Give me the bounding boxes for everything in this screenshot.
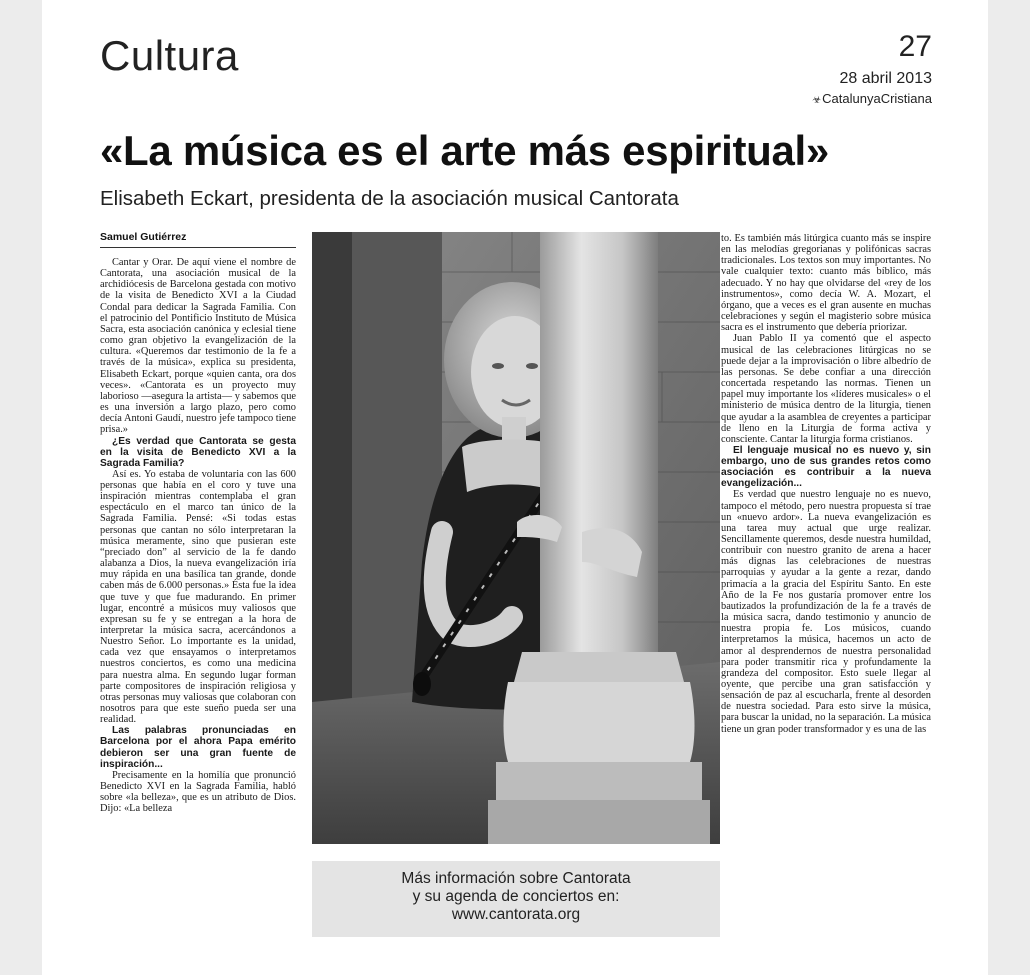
info-line-1: Más información sobre Cantorata [401, 870, 631, 887]
text-column-right [721, 233, 931, 735]
publication-label: CatalunyaCristiana [822, 91, 932, 106]
article-paragraph: Así es. Yo estaba de voluntaria con las 600 personas que había en el coro y tuve una inspiración mientras contemplaba el gran espectáculo en el marco tan único de la Sagrada Familia. Pensé: «Si todas estas personas que cantan no sólo interpretaran la música meramente, sino que pusieran este “preciado don” al servicio de la fe dando alabanza a Dios, la nueva evangelización iría muy rápida en una basílica tan grande, donde caben más de 6.000 personas.» Ésta fue la idea que tuve y que fue madurando. En primer lugar, encontré a músicos muy valiosos que expresan su fe y se entregan a la hora de interpretar la música sacra, acercándonos a Nuestro Señor. Lo importante es la unidad, cada vez que ensayamos o interpretamos nuestros conciertos, es como una medicina para nuestra alma. En segundo lugar forman parte compositores de inspiración religiosa y otras personas muy valiosas que colaboran con nosotros para que este sueño pueda ser una realidad. [100, 468, 296, 726]
info-line-2: y su agenda de conciertos en: [412, 888, 620, 905]
article-paragraph: Juan Pablo II ya comentó que el aspecto musical de las celebraciones litúrgicas no se puede dejar a la improvisación o libre albedrío de las personas. Se debe confiar a una dirección concertada respetando las normas. Tienen un papel muy importante los «líderes musicales» o el ministerio de música dentro de la liturgia, tienen que ayudar a la asamblea de creyentes a participar de lleno en la Liturgia de forma activa y consciente. Cantar la liturgia forma cristianos. [721, 333, 931, 445]
article-paragraph: to. Es también más litúrgica cuanto más se inspire en las melodías gregorianas y polifónicas sacras tradicionales. Los textos son muy importantes. No vale cualquier texto: cuanto más bíblico, más adecuado. Y no hay que olvidarse del «rey de los instrumentos», como decía W. A. Mozart, el órgano, que a veces es el gran ausente en muchas celebraciones y según el magisterio sobre música sacra es el instrumento que debería priorizar. [721, 233, 931, 334]
text-column-left [100, 257, 296, 814]
article-paragraph: Es verdad que nuestro lenguaje no es nuevo, tampoco el método, pero nuestra propuesta sí trae un «nuevo ardor». La nueva evangelización es una tarea muy actual que urge realizar. Sencillamente queremos, desde nuestra humildad, contribuir con nuestro granito de arena a hacer más dignas las celebraciones de nuestras parroquias y ayudar a la gente a rezar, dando primacía a la gracia del Espíritu Santo. En este Año de la Fe nos gustaría promover entre los bautizados la profundización de la fe a través de la música sacra, dando testimonio y anuncio de nuestra propia fe. Los músicos, cuando interpretamos la música, hacemos un acto de amor al desprendernos de nuestra personalidad para poder transmitir rica y profundamente la grandeza del compositor. Esto suele llegar al oyente, que percibe una gran satisfacción y sensación de paz al escucharla, frente al desorden de nuestra sociedad. Para esto sirve la música, para buscar la unidad, no la separación. La música tiene un gran poder transformador y es una de las [721, 489, 931, 735]
cantorata-website-link[interactable]: www.cantorata.org [451, 906, 581, 923]
oboist-photo-illustration [312, 232, 720, 844]
article-subheadline: Elisabeth Eckart, presidenta de la asociación musical Cantorata [100, 187, 679, 210]
interview-question: ¿Es verdad que Cantorata se gesta en la visita de Benedicto XVI a la Sagrada Familia? [100, 435, 296, 469]
newspaper-page [42, 0, 988, 975]
interview-question: Las palabras pronunciadas en Barcelona por el ahora Papa emérito debieron ser una gran fuente de inspiración... [100, 725, 296, 770]
issue-date: 28 abril 2013 [839, 70, 932, 87]
article-headline: «La música es el arte más espiritual» [100, 127, 829, 174]
section-title: Cultura [100, 32, 239, 79]
publication-name [812, 91, 932, 106]
article-paragraph: Precisamente en la homilía que pronunció Benedicto XVI en la Sagrada Familia, habló sobre «la belleza», que es un atributo de Dios. Dijo: «La belleza [100, 769, 296, 815]
info-box [312, 861, 720, 937]
portrait-photo [312, 232, 720, 844]
publication-logo-icon: ☣ [812, 95, 822, 106]
interview-question: El lenguaje musical no es nuevo y, sin embargo, uno de sus grandes retos como asociación es contribuir a la nueva evangelización... [721, 444, 931, 490]
byline: Samuel Gutiérrez [100, 231, 296, 248]
page-number: 27 [898, 30, 932, 63]
article-paragraph: Cantar y Orar. De aquí viene el nombre de Cantorata, una asociación musical de la archidiócesis de Barcelona gestada con motivo de la visita de Benedicto XVI a la Ciudad Condal para dedicar la Sagrada Familia. Con el patrocinio del Pontificio Instituto de Música Sacra, esta asociación canónica y eclesial tiene como gran objetivo la evangelización de la cultura. «Queremos dar testimonio de la fe a través de la música», explica su presidenta, Elisabeth Eckart, porque «quien canta, ora dos veces». «Cantorata es un proyecto muy laborioso —asegura la artista— y sabemos que es una inversión a largo plazo, pero como decía Antoni Gaudí, nuestro jefe tampoco tiene prisa.» [100, 257, 296, 436]
